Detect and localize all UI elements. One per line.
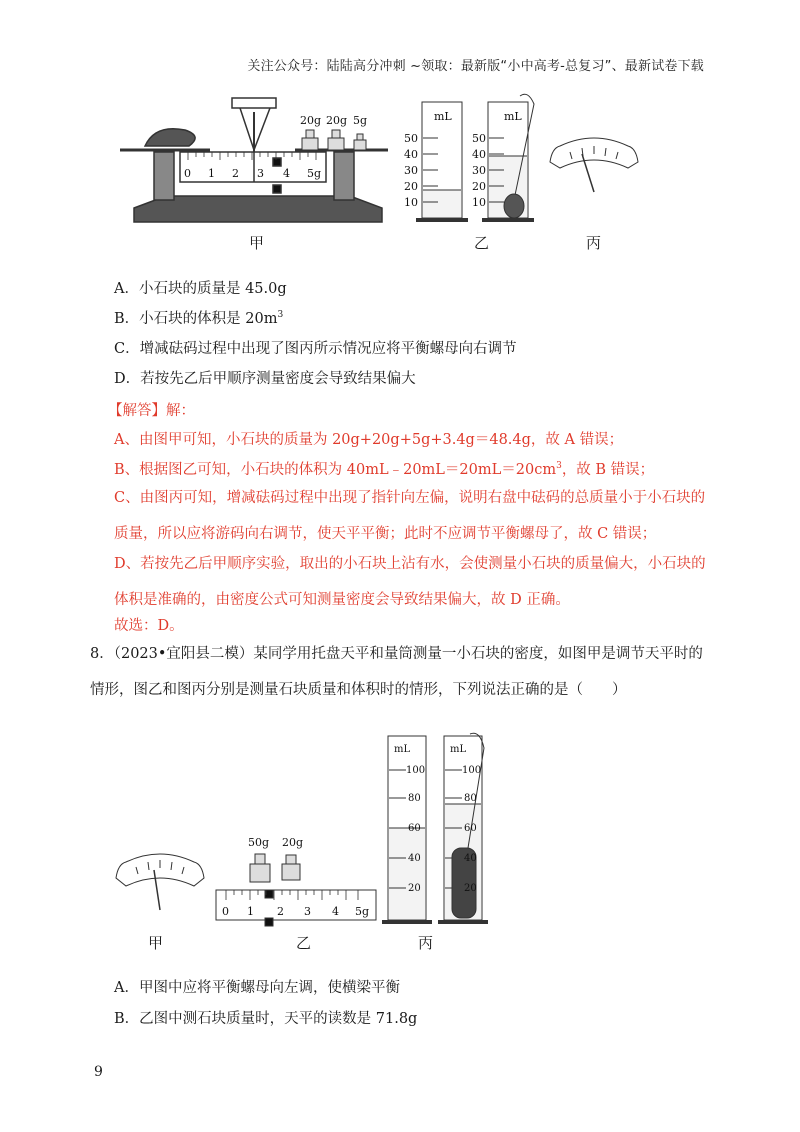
q8-scale-tick: 2 [277,905,284,918]
q7-cyl-tick: 10 [472,196,486,209]
q8-weight-label: 50g [248,836,270,849]
q7-weight-label: 5g [353,114,368,127]
q7-option-c: C．增减砝码过程中出现了图丙所示情况应将平衡螺母向右调节 [114,341,517,357]
q7-scale-tick: 0 [184,167,191,180]
q7-cyl-tick: 20 [472,180,486,193]
q7-cyl-tick: 50 [472,132,486,145]
q8-cyl-tick: 40 [464,853,477,864]
q7-weight-label: 20g [326,114,348,127]
q7-answer-d: D、若按先乙后甲顺序实验，取出的小石块上沾有水，会使测量小石块的质量偏大，小石块的体积是准确的，由密度公式可知测量密度会导致结果偏大，故 D 正确。 [114,556,706,608]
q7-answer-b-sup: 3 [556,461,562,472]
weight-20g-icon [282,864,300,880]
q7-answer-choice: 故选：D。 [114,618,184,634]
q8-cyl-tick: 60 [408,823,421,834]
q8-scale [216,890,376,926]
q7-caption-bing: 丙 [586,234,602,252]
q8-cyl-tick: 100 [462,765,482,776]
q8-scale-tick: 1 [247,905,254,918]
q7-answer-b [114,458,654,479]
q8-cyl-tick: 80 [408,793,421,804]
q8-caption-bing: 丙 [418,934,434,952]
q7-balance [120,98,388,222]
q7-figure [120,90,660,230]
q7-cyl-tick: 10 [404,196,418,209]
page-number: 9 [94,1064,103,1080]
q7-option-b-sup: 3 [277,310,284,321]
q7-scale-tick: 5g [307,167,322,180]
q8-scale-tick: 5g [355,905,370,918]
q8-scale-tick: 0 [222,905,229,918]
q7-cyl-tick: 50 [404,132,418,145]
q8-scale-tick: 4 [332,905,339,918]
q7-option-b [114,307,283,328]
q7-answer-b-tail: ，故 B 错误； [561,462,655,478]
q8-cyl-unit: mL [450,744,467,755]
page-header: 关注公众号：陆陆高分冲刺 ~领取：最新版“小中高考-总复习”、最新试卷下载 [247,59,704,74]
q8-caption-yi: 乙 [296,934,312,952]
q7-cyl-tick: 40 [404,148,418,161]
q8-option-a: A．甲图中应将平衡螺母向左调，使横梁平衡 [114,980,400,996]
q7-option-d: D．若按先乙后甲顺序测量密度会导致结果偏大 [114,371,416,387]
q7-scale-tick: 3 [257,167,264,180]
q7-option-b-text: B．小石块的体积是 20m [114,311,278,327]
q7-caption-jia: 甲 [249,234,265,252]
weight-20g-icon [302,138,318,150]
q8-scale-tick: 3 [304,905,311,918]
q7-scale-tick: 2 [232,167,239,180]
q7-answer-label: 【解答】解： [108,403,195,419]
q7-option-a: A．小石块的质量是 45.0g [114,281,287,297]
q7-scale-tick: 1 [208,167,215,180]
q7-caption-yi: 乙 [474,234,490,252]
q7-cyl-tick: 30 [472,164,486,177]
q8-option-b: B．乙图中测石块质量时，天平的读数是 71.8g [114,1011,418,1027]
q8-weight-label: 20g [282,836,304,849]
q8-caption-jia: 甲 [148,934,164,952]
q7-cyl-unit: mL [434,110,452,123]
q7-scale-tick: 4 [283,167,290,180]
q8-cyl-tick: 80 [464,793,477,804]
q7-cyl-unit: mL [504,110,522,123]
weight-50g-icon [250,864,270,882]
q8-cylinder-1 [382,736,432,922]
q8-cyl-unit: mL [394,744,411,755]
q7-answer-c: C、由图丙可知，增减砝码过程中出现了指针向左偏，说明右盘中砝码的总质量小于小石块的质量，所以应将游码向右调节，使天平平衡；此时不应调节平衡螺母了，故 C 错误； [114,490,706,542]
q7-answer-a: A、由图甲可知，小石块的质量为 20g+20g+5g+3.4g＝48.4g，故 A 错误； [114,432,624,448]
weight-20g-icon [328,138,344,150]
q8-cylinder-2 [438,733,488,922]
weight-5g-icon [354,140,366,150]
q7-weight-label: 20g [300,114,322,127]
q8-cyl-tick: 20 [408,883,421,894]
q7-dial-gauge [550,138,638,192]
q8-cyl-tick: 60 [464,823,477,834]
q8-cyl-tick: 40 [408,853,421,864]
q7-answer-b-text: B、根据图乙可知，小石块的体积为 40mL﹣20mL＝20mL＝20cm [114,462,557,478]
q7-cyl-tick: 40 [472,148,486,161]
q8-stem: 8．（2023•宜阳县二模）某同学用托盘天平和量筒测量一小石块的密度，如图甲是调节天平时的情形，图乙和图丙分别是测量石块质量和体积时的情形，下列说法正确的是（ ） [90,646,703,698]
q8-cyl-tick: 20 [464,883,477,894]
q8-figure [110,730,530,935]
q8-dial-gauge [116,854,204,910]
q8-cyl-tick: 100 [406,765,426,776]
q7-cyl-tick: 30 [404,164,418,177]
q7-cyl-tick: 20 [404,180,418,193]
